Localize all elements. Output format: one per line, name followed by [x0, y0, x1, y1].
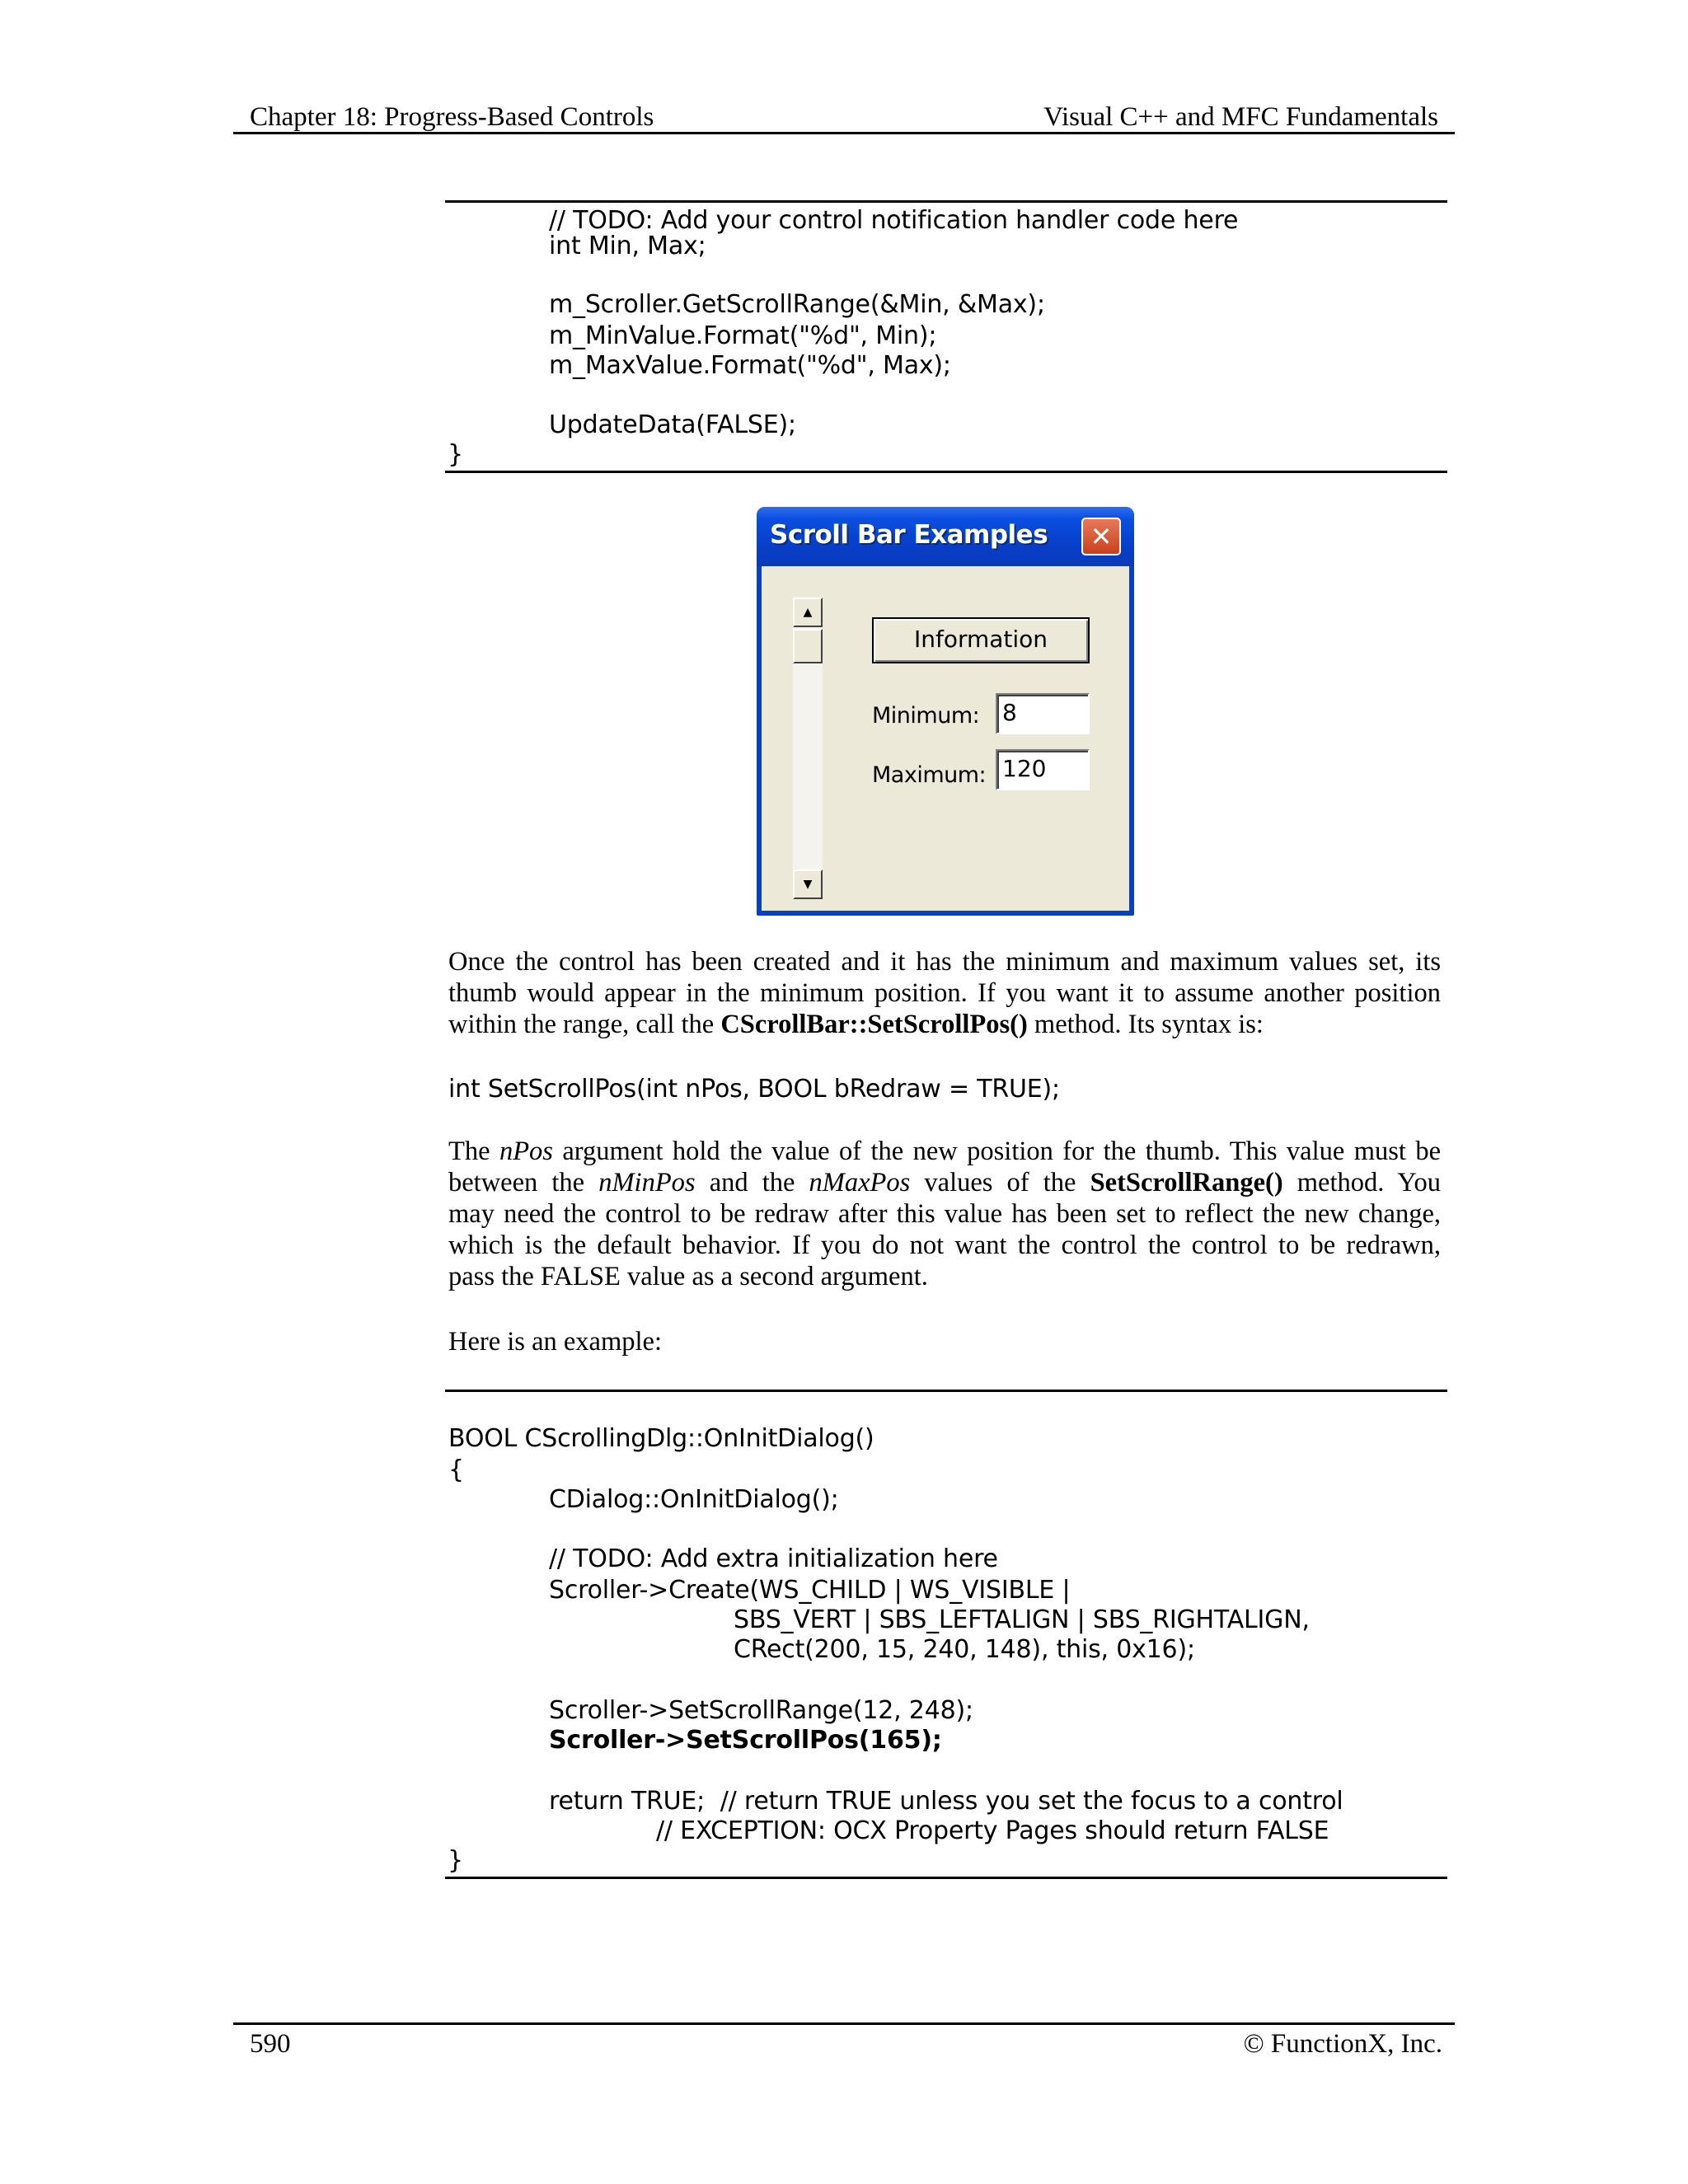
method-name: SetScrollRange() [1090, 1168, 1283, 1197]
scroll-down-button[interactable] [793, 869, 823, 899]
code-line: } [448, 440, 463, 469]
paragraph-line: pass the FALSE value as a second argument. [448, 1262, 928, 1291]
code-block-2-bottom-rule [445, 1877, 1447, 1879]
code-line: { [448, 1455, 464, 1484]
code-line: CDialog::OnInitDialog(); [549, 1485, 839, 1514]
parameter-name: nMinPos [598, 1168, 696, 1197]
running-header-chapter: Chapter 18: Progress-Based Controls [250, 102, 654, 132]
code-line: // TODO: Add extra initialization here [549, 1544, 998, 1573]
parameter-name: nMaxPos [809, 1168, 911, 1197]
dialog-title-bar[interactable] [757, 507, 1134, 566]
code-line: CRect(200, 15, 240, 148), this, 0x16); [734, 1635, 1195, 1664]
paragraph-line: which is the default behavior. If you do not want the control the control to be redrawn, [448, 1230, 1441, 1260]
code-line: // TODO: Add your control notification handler code here [549, 206, 1239, 235]
syntax-line: int SetScrollPos(int nPos, BOOL bRedraw = TRUE); [448, 1075, 1060, 1104]
minimum-label: Minimum: [872, 703, 980, 729]
code-block-2-top-rule [445, 1390, 1447, 1392]
code-line-highlighted: Scroller->SetScrollPos(165); [549, 1726, 942, 1755]
dialog-title: Scroll Bar Examples [770, 520, 1048, 550]
code-line: int Min, Max; [549, 232, 706, 260]
close-button[interactable] [1081, 518, 1121, 555]
maximum-label: Maximum: [872, 762, 987, 788]
scroll-bar-examples-dialog [757, 507, 1134, 916]
code-line: UpdateData(FALSE); [549, 410, 796, 439]
code-line: m_Scroller.GetScrollRange(&Min, &Max); [549, 290, 1045, 319]
body-paragraph-1 [448, 946, 1441, 1040]
running-header-book-title: Visual C++ and MFC Fundamentals [1043, 102, 1438, 132]
code-line: Scroller->SetScrollRange(12, 248); [549, 1696, 973, 1725]
copyright: © FunctionX, Inc. [1243, 2029, 1442, 2059]
page-number: 590 [250, 2029, 291, 2059]
paragraph-line: may need the control to be redraw after this value has been set to reflect the new change, [448, 1199, 1441, 1229]
minimum-edit-box[interactable]: 8 [996, 693, 1090, 734]
code-line: m_MaxValue.Format("%d", Max); [549, 351, 951, 380]
dialog-client-area [762, 566, 1129, 911]
method-name: CScrollBar::SetScrollPos() [720, 1010, 1028, 1039]
vertical-scroll-bar[interactable] [793, 598, 823, 899]
arrow-up-icon: ▲ [803, 606, 813, 619]
code-line: m_MinValue.Format("%d", Min); [549, 321, 937, 350]
example-intro: Here is an example: [448, 1327, 662, 1357]
paragraph-line: The nPos argument hold the value of the new position for the thumb. This value must be [448, 1137, 1441, 1166]
code-line: // EXCEPTION: OCX Property Pages should return FALSE [656, 1816, 1329, 1845]
scroll-thumb[interactable] [793, 629, 823, 663]
code-line: BOOL CScrollingDlg::OnInitDialog() [448, 1424, 874, 1453]
footer-rule [233, 2022, 1455, 2025]
code-line: SBS_VERT | SBS_LEFTALIGN | SBS_RIGHTALIGN, [734, 1605, 1310, 1634]
scroll-up-button[interactable] [793, 598, 823, 627]
code-line: Scroller->Create(WS_CHILD | WS_VISIBLE | [549, 1576, 1071, 1605]
maximum-edit-box[interactable]: 120 [996, 749, 1090, 790]
header-rule [233, 132, 1455, 134]
parameter-name: nPos [499, 1137, 553, 1166]
paragraph-line: between the nMinPos and the nMaxPos values of the SetScrollRange() method. You [448, 1168, 1442, 1197]
close-icon: ✕ [1090, 521, 1113, 552]
paragraph-line: thumb would appear in the minimum position. If you want it to assume another position [448, 978, 1441, 1008]
body-paragraph-2 [448, 1136, 1441, 1292]
code-block-1-bottom-rule [445, 471, 1447, 473]
paragraph-line: within the range, call the CScrollBar::SetScrollPos() method. Its syntax is: [448, 1010, 1264, 1039]
paragraph-line: Once the control has been created and it has the minimum and maximum values set, its [448, 947, 1441, 977]
arrow-down-icon: ▼ [803, 878, 813, 891]
information-button[interactable]: Information [872, 617, 1090, 663]
code-line: return TRUE; // return TRUE unless you set the focus to a control [549, 1787, 1343, 1816]
code-line: } [448, 1846, 463, 1875]
code-block-1-top-rule [445, 200, 1447, 203]
